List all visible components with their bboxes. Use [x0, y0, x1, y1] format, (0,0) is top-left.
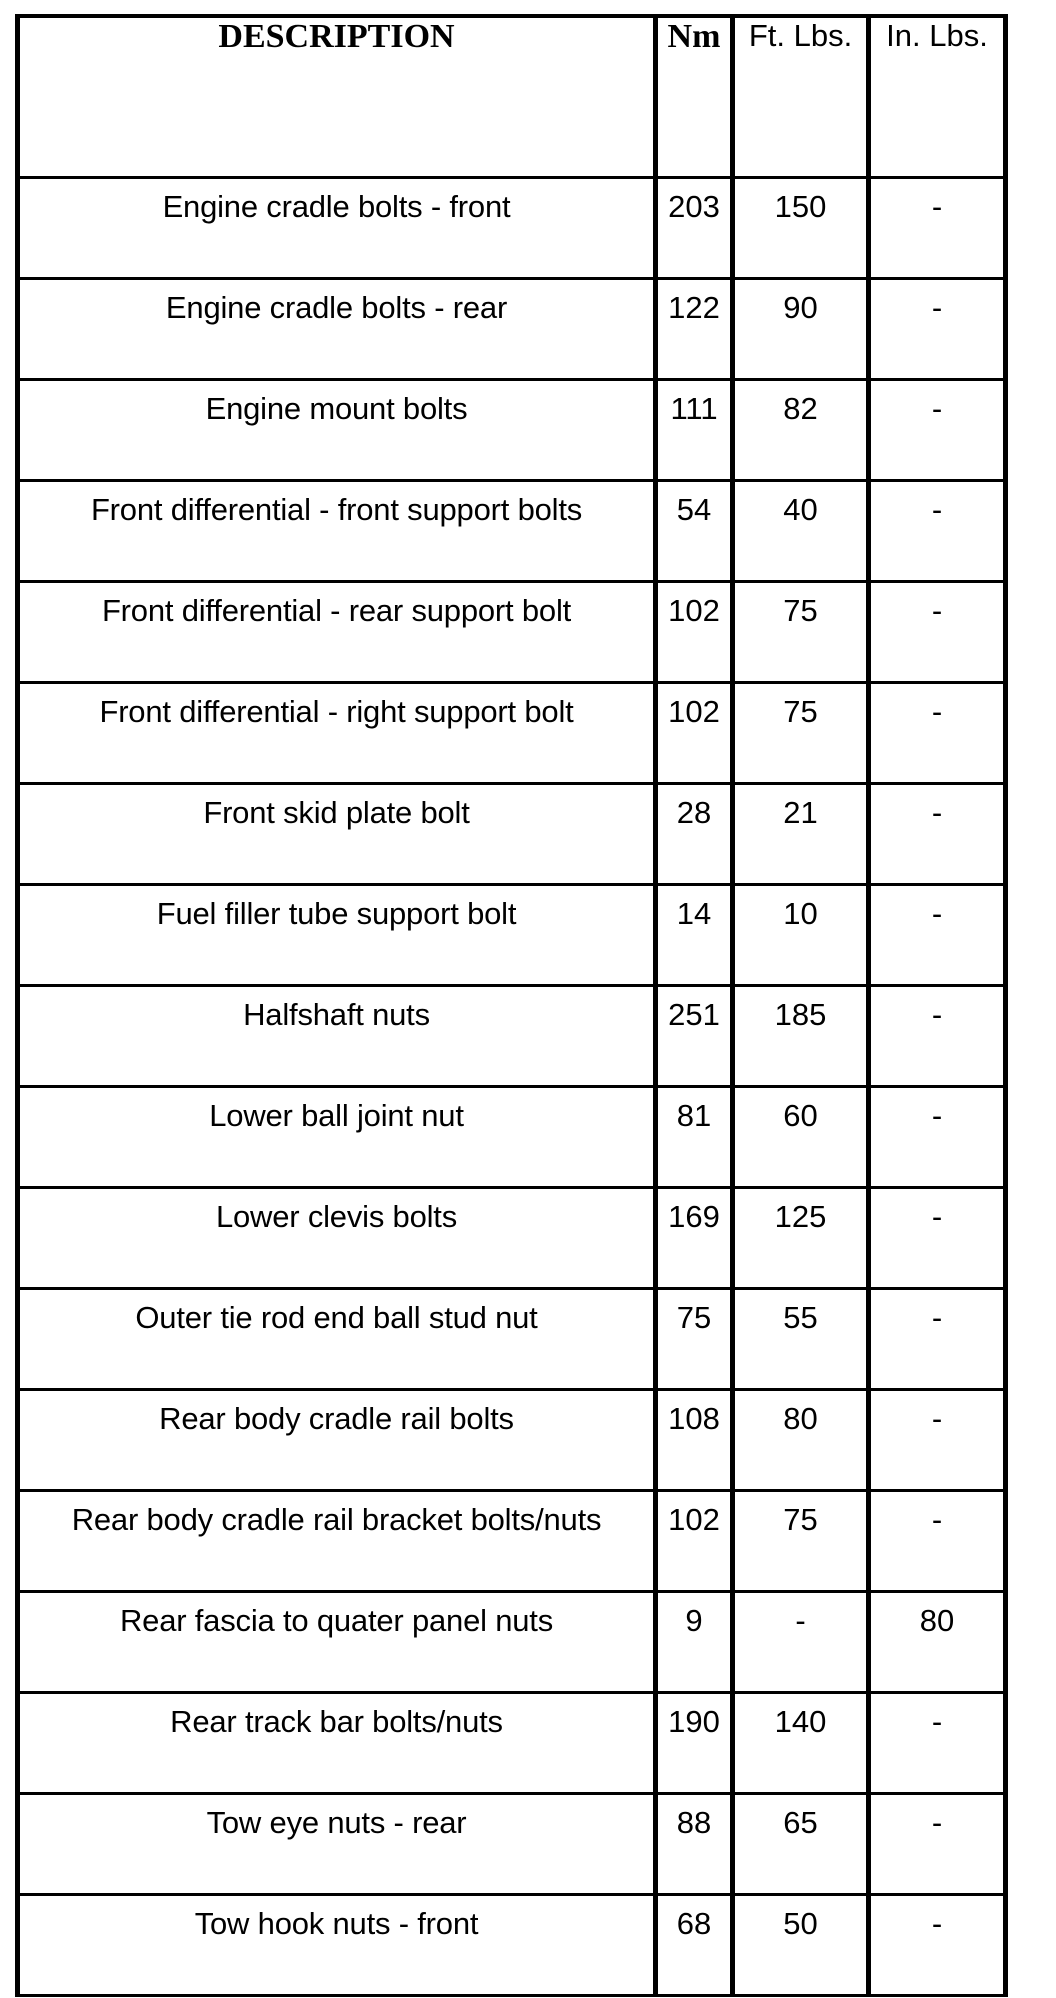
table-row: [18, 278, 1006, 379]
ft-lbs-cell: 21: [733, 783, 869, 884]
table-row: [18, 1894, 1006, 1995]
table-row: [18, 1591, 1006, 1692]
in-lbs-cell: -: [869, 1389, 1006, 1490]
ft-lbs-cell: 55: [733, 1288, 869, 1389]
nm-cell: 81: [656, 1086, 733, 1187]
description-cell: Front differential - front support bolts: [18, 480, 656, 581]
description-cell: Tow hook nuts - front: [18, 1894, 656, 1995]
header-in-lbs: In. Lbs.: [869, 16, 1006, 177]
in-lbs-cell: -: [869, 985, 1006, 1086]
ft-lbs-cell: 60: [733, 1086, 869, 1187]
description-cell: Halfshaft nuts: [18, 985, 656, 1086]
in-lbs-cell: -: [869, 1793, 1006, 1894]
ft-lbs-cell: 40: [733, 480, 869, 581]
nm-cell: 108: [656, 1389, 733, 1490]
table-row: [18, 581, 1006, 682]
in-lbs-cell: -: [869, 278, 1006, 379]
table-row: [18, 1086, 1006, 1187]
ft-lbs-cell: 82: [733, 379, 869, 480]
nm-cell: 75: [656, 1288, 733, 1389]
description-cell: Rear body cradle rail bracket bolts/nuts: [18, 1490, 656, 1591]
in-lbs-cell: -: [869, 884, 1006, 985]
in-lbs-cell: -: [869, 1187, 1006, 1288]
description-cell: Front differential - rear support bolt: [18, 581, 656, 682]
table-row: [18, 1288, 1006, 1389]
nm-cell: 190: [656, 1692, 733, 1793]
description-cell: Front skid plate bolt: [18, 783, 656, 884]
ft-lbs-cell: 65: [733, 1793, 869, 1894]
table-row: [18, 1187, 1006, 1288]
table-row: [18, 682, 1006, 783]
in-lbs-cell: -: [869, 480, 1006, 581]
in-lbs-cell: -: [869, 783, 1006, 884]
description-cell: Fuel filler tube support bolt: [18, 884, 656, 985]
table-row: [18, 985, 1006, 1086]
in-lbs-cell: -: [869, 682, 1006, 783]
description-cell: Rear fascia to quater panel nuts: [18, 1591, 656, 1692]
ft-lbs-cell: 50: [733, 1894, 869, 1995]
ft-lbs-cell: 185: [733, 985, 869, 1086]
in-lbs-cell: -: [869, 1490, 1006, 1591]
description-cell: Engine cradle bolts - front: [18, 177, 656, 278]
nm-cell: 28: [656, 783, 733, 884]
description-cell: Rear track bar bolts/nuts: [18, 1692, 656, 1793]
nm-cell: 251: [656, 985, 733, 1086]
in-lbs-cell: -: [869, 1086, 1006, 1187]
in-lbs-cell: -: [869, 177, 1006, 278]
table-row: [18, 884, 1006, 985]
table-row: [18, 1692, 1006, 1793]
nm-cell: 111: [656, 379, 733, 480]
in-lbs-cell: -: [869, 379, 1006, 480]
table-row: [18, 379, 1006, 480]
table-row: [18, 783, 1006, 884]
ft-lbs-cell: 10: [733, 884, 869, 985]
ft-lbs-cell: 75: [733, 682, 869, 783]
description-cell: Engine cradle bolts - rear: [18, 278, 656, 379]
table-row: [18, 1389, 1006, 1490]
torque-specification-table: [15, 14, 1008, 1997]
header-ft-lbs: Ft. Lbs.: [733, 16, 869, 177]
nm-cell: 102: [656, 581, 733, 682]
ft-lbs-cell: 150: [733, 177, 869, 278]
header-row: [18, 16, 1006, 177]
ft-lbs-cell: -: [733, 1591, 869, 1692]
description-cell: Tow eye nuts - rear: [18, 1793, 656, 1894]
ft-lbs-cell: 75: [733, 581, 869, 682]
nm-cell: 68: [656, 1894, 733, 1995]
description-cell: Engine mount bolts: [18, 379, 656, 480]
ft-lbs-cell: 90: [733, 278, 869, 379]
nm-cell: 102: [656, 1490, 733, 1591]
description-cell: Rear body cradle rail bolts: [18, 1389, 656, 1490]
ft-lbs-cell: 140: [733, 1692, 869, 1793]
ft-lbs-cell: 80: [733, 1389, 869, 1490]
in-lbs-cell: -: [869, 1894, 1006, 1995]
nm-cell: 9: [656, 1591, 733, 1692]
nm-cell: 88: [656, 1793, 733, 1894]
description-cell: Outer tie rod end ball stud nut: [18, 1288, 656, 1389]
header-nm: Nm: [656, 16, 733, 177]
table-row: [18, 1490, 1006, 1591]
header-description: DESCRIPTION: [18, 16, 656, 177]
in-lbs-cell: -: [869, 1288, 1006, 1389]
in-lbs-cell: 80: [869, 1591, 1006, 1692]
description-cell: Lower clevis bolts: [18, 1187, 656, 1288]
nm-cell: 54: [656, 480, 733, 581]
in-lbs-cell: -: [869, 581, 1006, 682]
ft-lbs-cell: 125: [733, 1187, 869, 1288]
table-row: [18, 1793, 1006, 1894]
nm-cell: 14: [656, 884, 733, 985]
table-row: [18, 480, 1006, 581]
nm-cell: 122: [656, 278, 733, 379]
in-lbs-cell: -: [869, 1692, 1006, 1793]
nm-cell: 169: [656, 1187, 733, 1288]
description-cell: Front differential - right support bolt: [18, 682, 656, 783]
ft-lbs-cell: 75: [733, 1490, 869, 1591]
description-cell: Lower ball joint nut: [18, 1086, 656, 1187]
table-row: [18, 177, 1006, 278]
table-body: [18, 177, 1006, 1995]
nm-cell: 102: [656, 682, 733, 783]
nm-cell: 203: [656, 177, 733, 278]
